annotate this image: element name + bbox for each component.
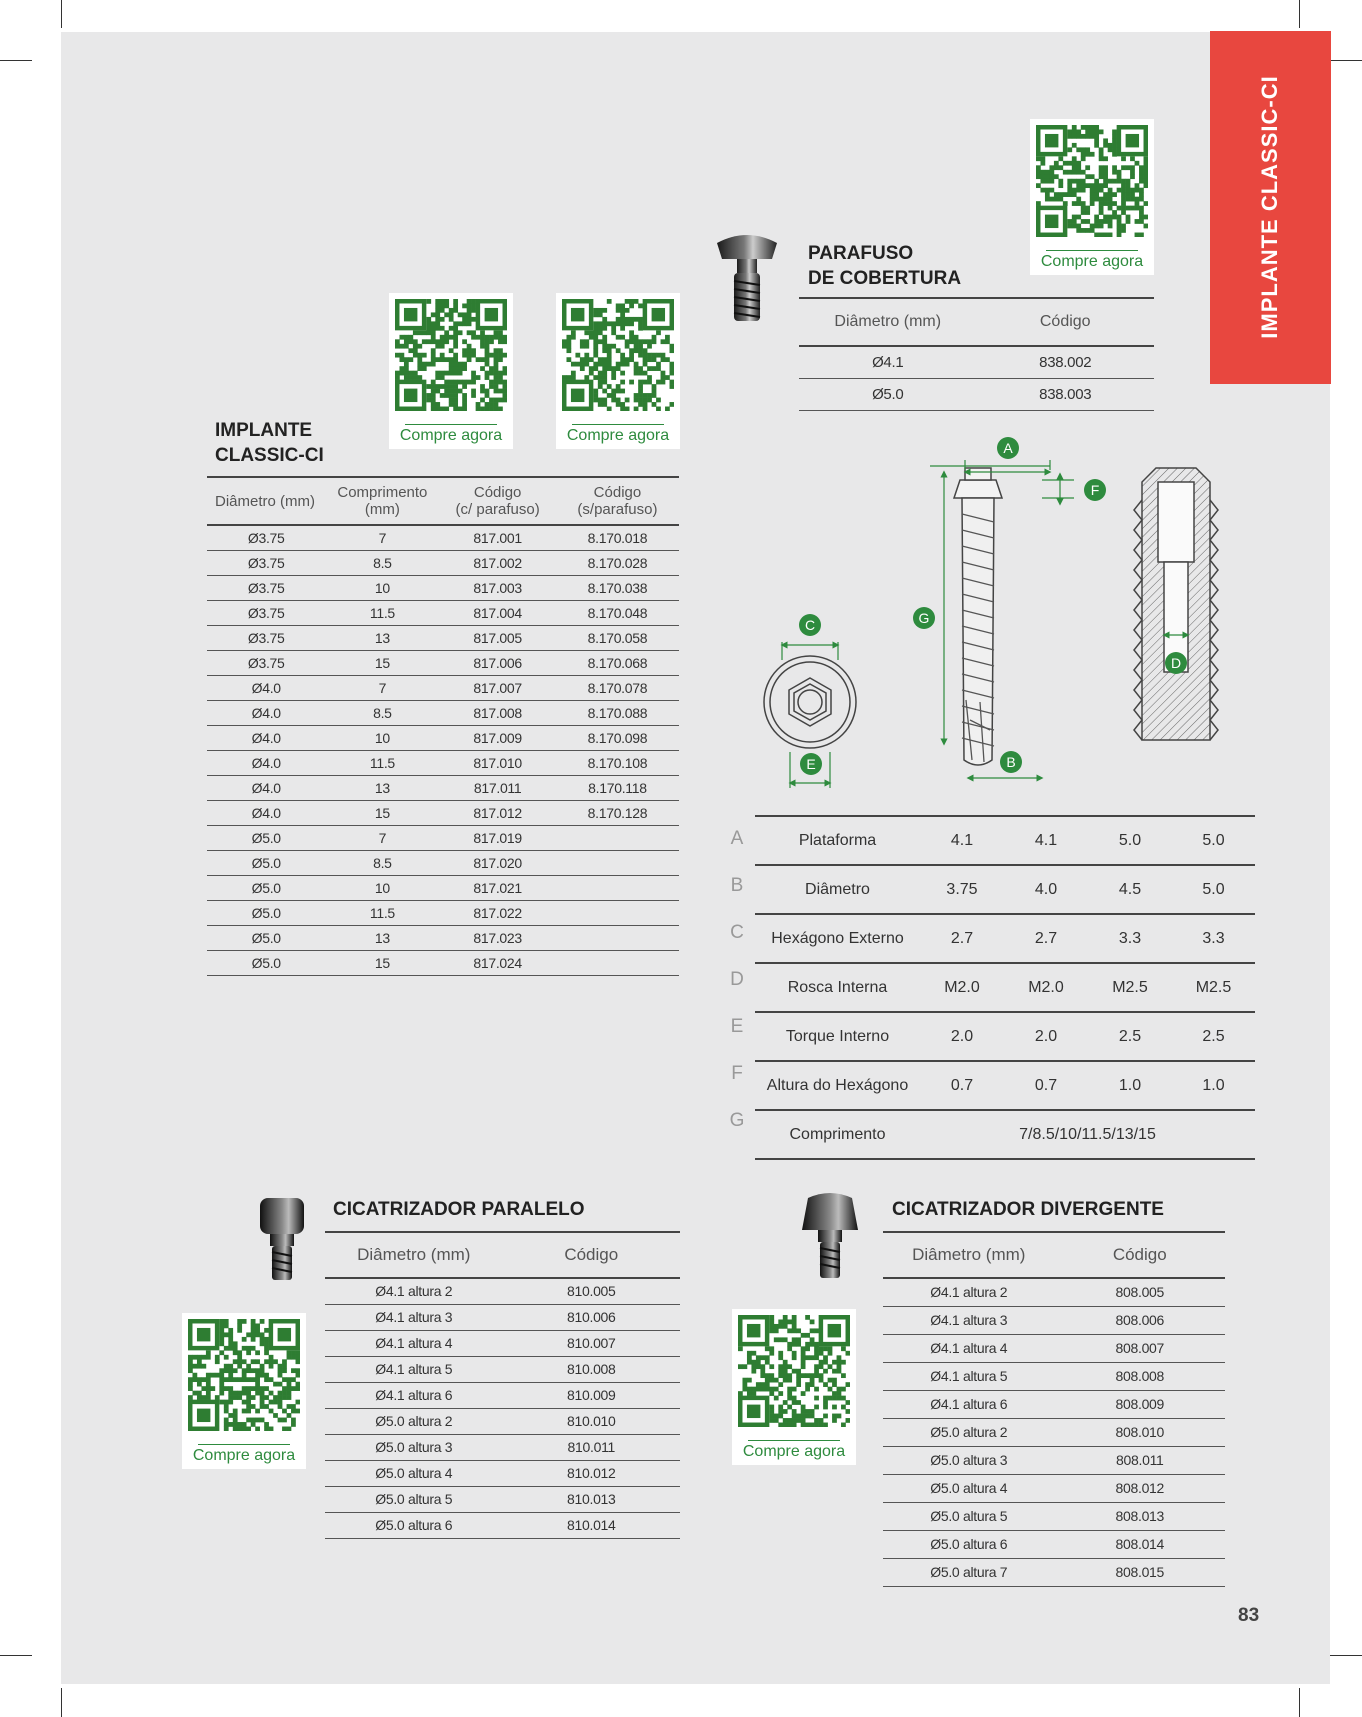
table-row bbox=[207, 650, 679, 675]
implante-title-line1: IMPLANTE bbox=[215, 420, 313, 441]
table-cell: 15 bbox=[325, 950, 439, 975]
spec-value: 1.0 bbox=[1088, 1061, 1172, 1110]
cicatrizador-divergente-table bbox=[883, 1231, 1225, 1587]
table-cell: 810.010 bbox=[503, 1408, 680, 1434]
qr-code[interactable] bbox=[182, 1313, 306, 1469]
col-diametro: Diâmetro (mm) bbox=[799, 298, 976, 346]
table-cell: 8.170.078 bbox=[556, 675, 679, 700]
table-cell: 8.170.058 bbox=[556, 625, 679, 650]
spec-value: 4.0 bbox=[1004, 865, 1088, 914]
qr-code[interactable] bbox=[556, 293, 680, 449]
qr-label: Compre agora bbox=[192, 1447, 296, 1464]
table-cell: 810.011 bbox=[503, 1434, 680, 1460]
crop-mark bbox=[1299, 0, 1300, 28]
table-row bbox=[883, 1558, 1225, 1586]
table-cell: 10 bbox=[325, 875, 439, 900]
table-cell: 817.003 bbox=[439, 575, 556, 600]
table-cell: Ø5.0 altura 4 bbox=[883, 1474, 1055, 1502]
table-row bbox=[883, 1502, 1225, 1530]
table-row bbox=[207, 600, 679, 625]
table-cell: 8.170.038 bbox=[556, 575, 679, 600]
table-cell: 8.5 bbox=[325, 850, 439, 875]
table-cell: 817.021 bbox=[439, 875, 556, 900]
parafuso-table bbox=[799, 297, 1154, 411]
crop-mark bbox=[1299, 1688, 1300, 1717]
col-comprimento-line1: Comprimento bbox=[337, 484, 428, 501]
table-cell: 817.002 bbox=[439, 550, 556, 575]
table-cell: 808.008 bbox=[1055, 1362, 1225, 1390]
spec-label: Torque Interno bbox=[755, 1012, 920, 1061]
table-cell: 810.013 bbox=[503, 1486, 680, 1512]
table-cell bbox=[556, 925, 679, 950]
table-cell: 817.006 bbox=[439, 650, 556, 675]
spec-label: Hexágono Externo bbox=[755, 914, 920, 963]
col-codigo: Código bbox=[976, 298, 1154, 346]
table-cell: 13 bbox=[325, 925, 439, 950]
table-row bbox=[325, 1408, 680, 1434]
table-cell: Ø4.1 altura 5 bbox=[883, 1362, 1055, 1390]
spec-value: M2.5 bbox=[1088, 963, 1172, 1012]
qr-divider bbox=[748, 1440, 840, 1441]
table-cell: Ø5.0 altura 3 bbox=[883, 1446, 1055, 1474]
table-cell: Ø5.0 altura 4 bbox=[325, 1460, 503, 1486]
table-cell: 810.007 bbox=[503, 1330, 680, 1356]
table-row bbox=[883, 1418, 1225, 1446]
table-row bbox=[207, 725, 679, 750]
table-row bbox=[207, 925, 679, 950]
spec-value: M2.0 bbox=[920, 963, 1004, 1012]
spec-value: 3.3 bbox=[1088, 914, 1172, 963]
table-cell: 817.024 bbox=[439, 950, 556, 975]
table-cell: Ø4.0 bbox=[207, 775, 325, 800]
table-row bbox=[883, 1362, 1225, 1390]
crop-mark bbox=[1330, 1655, 1362, 1656]
table-cell: Ø5.0 altura 6 bbox=[325, 1512, 503, 1538]
spec-row bbox=[755, 914, 1255, 963]
spec-value: 2.7 bbox=[920, 914, 1004, 963]
spec-value: M2.0 bbox=[1004, 963, 1088, 1012]
spec-letter: C bbox=[730, 922, 744, 943]
table-cell: Ø4.0 bbox=[207, 800, 325, 825]
table-cell: Ø5.0 altura 2 bbox=[883, 1418, 1055, 1446]
spec-value: 4.1 bbox=[1004, 816, 1088, 865]
spec-row bbox=[755, 963, 1255, 1012]
table-cell: 808.006 bbox=[1055, 1306, 1225, 1334]
qr-icon bbox=[395, 299, 507, 411]
table-row bbox=[207, 825, 679, 850]
table-cell: Ø4.1 altura 6 bbox=[325, 1382, 503, 1408]
table-row bbox=[325, 1460, 680, 1486]
table-cell bbox=[556, 875, 679, 900]
table-cell: 13 bbox=[325, 775, 439, 800]
table-row bbox=[207, 550, 679, 575]
col-codigo-c bbox=[439, 477, 556, 525]
spec-value: 0.7 bbox=[920, 1061, 1004, 1110]
spec-value: 2.0 bbox=[1004, 1012, 1088, 1061]
cicatrizador-paralelo-table bbox=[325, 1231, 680, 1539]
table-row bbox=[325, 1382, 680, 1408]
qr-divider bbox=[572, 424, 664, 425]
table-cell: Ø5.0 altura 3 bbox=[325, 1434, 503, 1460]
table-cell: Ø3.75 bbox=[207, 550, 325, 575]
col-codigo-c-line1: Código bbox=[473, 484, 522, 501]
col-comprimento-line2: (mm) bbox=[364, 501, 400, 518]
table-cell: Ø5.0 bbox=[207, 900, 325, 925]
table-cell: 817.020 bbox=[439, 850, 556, 875]
table-cell: 13 bbox=[325, 625, 439, 650]
spec-value: 0.7 bbox=[1004, 1061, 1088, 1110]
col-diametro: Diâmetro (mm) bbox=[207, 477, 325, 525]
table-cell bbox=[556, 825, 679, 850]
table-cell: 817.007 bbox=[439, 675, 556, 700]
table-cell: 8.5 bbox=[325, 550, 439, 575]
table-cell: Ø4.1 altura 4 bbox=[883, 1334, 1055, 1362]
table-cell: 10 bbox=[325, 575, 439, 600]
parafuso-title-line2: DE COBERTURA bbox=[808, 268, 962, 289]
table-row bbox=[325, 1434, 680, 1460]
table-cell: Ø4.0 bbox=[207, 725, 325, 750]
table-cell: 808.012 bbox=[1055, 1474, 1225, 1502]
table-cell: Ø5.0 bbox=[207, 875, 325, 900]
table-cell: 808.011 bbox=[1055, 1446, 1225, 1474]
dimension-badge: E bbox=[800, 753, 822, 775]
table-cell: Ø5.0 bbox=[207, 925, 325, 950]
qr-divider bbox=[1046, 250, 1138, 251]
dimension-badge: F bbox=[1084, 479, 1106, 501]
table-row bbox=[207, 900, 679, 925]
table-row bbox=[325, 1486, 680, 1512]
cicatrizador-paralelo-title: CICATRIZADOR PARALELO bbox=[333, 1199, 585, 1220]
cross-section-view bbox=[1134, 468, 1218, 740]
table-cell: Ø5.0 altura 2 bbox=[325, 1408, 503, 1434]
table-cell: Ø4.1 altura 2 bbox=[325, 1278, 503, 1304]
table-cell: Ø4.1 altura 4 bbox=[325, 1330, 503, 1356]
cover-screw-photo bbox=[712, 229, 782, 325]
table-cell: 8.170.068 bbox=[556, 650, 679, 675]
table-cell: 817.001 bbox=[439, 525, 556, 550]
spec-letter: D bbox=[730, 969, 744, 990]
table-row bbox=[207, 575, 679, 600]
table-cell: 11.5 bbox=[325, 750, 439, 775]
spec-value: 5.0 bbox=[1172, 865, 1255, 914]
dimension-badge: B bbox=[1000, 751, 1022, 773]
spec-row bbox=[755, 865, 1255, 914]
table-cell: 8.5 bbox=[325, 700, 439, 725]
table-cell: 8.170.128 bbox=[556, 800, 679, 825]
spec-value: 2.5 bbox=[1088, 1012, 1172, 1061]
crop-mark bbox=[61, 0, 62, 28]
table-cell: 808.007 bbox=[1055, 1334, 1225, 1362]
table-cell: 8.170.048 bbox=[556, 600, 679, 625]
spec-letter: F bbox=[731, 1063, 743, 1084]
table-cell: 15 bbox=[325, 650, 439, 675]
dimension-badge: A bbox=[997, 437, 1019, 459]
table-cell: 817.022 bbox=[439, 900, 556, 925]
table-cell: 808.014 bbox=[1055, 1530, 1225, 1558]
table-row bbox=[325, 1356, 680, 1382]
table-cell: Ø5.0 bbox=[207, 850, 325, 875]
spec-letters bbox=[725, 815, 749, 1144]
table-row bbox=[883, 1278, 1225, 1306]
table-row bbox=[207, 775, 679, 800]
implante-title bbox=[215, 418, 324, 468]
qr-icon bbox=[738, 1315, 850, 1427]
table-cell: 810.005 bbox=[503, 1278, 680, 1304]
table-cell: Ø5.0 altura 5 bbox=[883, 1502, 1055, 1530]
implante-table bbox=[207, 476, 679, 976]
col-codigo-s-line2: (s/parafuso) bbox=[577, 501, 658, 518]
spec-label: Altura do Hexágono bbox=[755, 1061, 920, 1110]
table-row bbox=[207, 875, 679, 900]
table-cell: 7 bbox=[325, 825, 439, 850]
dimension-badge: C bbox=[799, 614, 821, 636]
table-cell: 808.013 bbox=[1055, 1502, 1225, 1530]
table-cell: 817.004 bbox=[439, 600, 556, 625]
spec-row bbox=[755, 816, 1255, 865]
table-cell: 8.170.088 bbox=[556, 700, 679, 725]
table-cell: 8.170.118 bbox=[556, 775, 679, 800]
col-codigo-c-line2: (c/ parafuso) bbox=[455, 501, 540, 518]
table-row bbox=[207, 625, 679, 650]
table-cell: 817.008 bbox=[439, 700, 556, 725]
spec-letter: G bbox=[729, 1110, 745, 1131]
table-cell: 10 bbox=[325, 725, 439, 750]
spec-value: 2.7 bbox=[1004, 914, 1088, 963]
table-cell: 810.006 bbox=[503, 1304, 680, 1330]
spec-value: 2.0 bbox=[920, 1012, 1004, 1061]
spec-value: 3.75 bbox=[920, 865, 1004, 914]
healing-abutment-parallel-photo bbox=[254, 1194, 310, 1282]
parafuso-title-line1: PARAFUSO bbox=[808, 243, 914, 264]
crop-mark bbox=[1330, 60, 1362, 61]
table-cell: Ø4.0 bbox=[207, 750, 325, 775]
qr-icon bbox=[1036, 125, 1148, 237]
crop-mark bbox=[0, 1655, 32, 1656]
parafuso-title bbox=[808, 241, 961, 291]
table-cell: Ø3.75 bbox=[207, 625, 325, 650]
table-cell: Ø4.0 bbox=[207, 675, 325, 700]
table-cell: 11.5 bbox=[325, 900, 439, 925]
table-cell: 817.019 bbox=[439, 825, 556, 850]
col-comprimento bbox=[325, 477, 439, 525]
table-row bbox=[207, 675, 679, 700]
spec-letter: A bbox=[730, 828, 744, 849]
table-row bbox=[207, 750, 679, 775]
spec-label: Diâmetro bbox=[755, 865, 920, 914]
qr-label: Compre agora bbox=[1040, 253, 1144, 270]
spec-value: 7/8.5/10/11.5/13/15 bbox=[920, 1110, 1255, 1159]
col-codigo: Código bbox=[503, 1232, 680, 1278]
section-tab-label: IMPLANTE CLASSIC-CI bbox=[1257, 75, 1282, 339]
table-cell: 7 bbox=[325, 675, 439, 700]
table-cell: 810.009 bbox=[503, 1382, 680, 1408]
implante-title-line2: CLASSIC-CI bbox=[215, 445, 324, 466]
table-cell: Ø4.1 altura 3 bbox=[325, 1304, 503, 1330]
crop-mark bbox=[0, 60, 32, 61]
spec-row bbox=[755, 1110, 1255, 1159]
table-cell: 838.003 bbox=[976, 378, 1154, 410]
table-cell: 817.005 bbox=[439, 625, 556, 650]
table-cell: Ø3.75 bbox=[207, 600, 325, 625]
table-row bbox=[207, 700, 679, 725]
table-cell: Ø5.0 altura 6 bbox=[883, 1530, 1055, 1558]
table-cell: 8.170.018 bbox=[556, 525, 679, 550]
qr-code[interactable] bbox=[1030, 119, 1154, 275]
table-cell: 8.170.028 bbox=[556, 550, 679, 575]
spec-label: Plataforma bbox=[755, 816, 920, 865]
col-diametro: Diâmetro (mm) bbox=[883, 1232, 1055, 1278]
table-cell: 808.009 bbox=[1055, 1390, 1225, 1418]
top-view bbox=[764, 656, 856, 748]
table-cell: 7 bbox=[325, 525, 439, 550]
table-cell bbox=[556, 900, 679, 925]
qr-label: Compre agora bbox=[399, 427, 503, 444]
table-cell: Ø3.75 bbox=[207, 650, 325, 675]
spec-value: 2.5 bbox=[1172, 1012, 1255, 1061]
spec-value: 5.0 bbox=[1088, 816, 1172, 865]
qr-icon bbox=[188, 1319, 300, 1431]
spec-value: 3.3 bbox=[1172, 914, 1255, 963]
col-codigo-s-line1: Código bbox=[593, 484, 642, 501]
table-cell: Ø5.0 altura 5 bbox=[325, 1486, 503, 1512]
qr-divider bbox=[405, 424, 497, 425]
table-row bbox=[325, 1278, 680, 1304]
crop-mark bbox=[61, 1688, 62, 1717]
spec-row bbox=[755, 1012, 1255, 1061]
table-cell: Ø5.0 bbox=[207, 950, 325, 975]
table-cell: 817.011 bbox=[439, 775, 556, 800]
table-cell: Ø5.0 bbox=[799, 378, 976, 410]
spec-value: 5.0 bbox=[1172, 816, 1255, 865]
spec-label: Comprimento bbox=[755, 1110, 920, 1159]
table-row bbox=[883, 1390, 1225, 1418]
table-row bbox=[207, 525, 679, 550]
section-tab bbox=[1210, 31, 1331, 384]
table-cell: 8.170.108 bbox=[556, 750, 679, 775]
dimension-badge: D bbox=[1165, 652, 1187, 674]
qr-label: Compre agora bbox=[742, 1443, 846, 1460]
table-cell: 810.014 bbox=[503, 1512, 680, 1538]
spec-row bbox=[755, 1061, 1255, 1110]
table-cell: 817.023 bbox=[439, 925, 556, 950]
table-row bbox=[207, 850, 679, 875]
qr-label: Compre agora bbox=[566, 427, 670, 444]
col-codigo-s bbox=[556, 477, 679, 525]
table-row bbox=[207, 800, 679, 825]
spec-label: Rosca Interna bbox=[755, 963, 920, 1012]
table-cell: 810.008 bbox=[503, 1356, 680, 1382]
table-row bbox=[883, 1446, 1225, 1474]
table-cell: 817.012 bbox=[439, 800, 556, 825]
spec-value: 4.5 bbox=[1088, 865, 1172, 914]
side-view bbox=[954, 468, 1002, 765]
qr-divider bbox=[198, 1444, 290, 1445]
table-cell: Ø4.1 altura 6 bbox=[883, 1390, 1055, 1418]
dimension-badge: G bbox=[913, 607, 935, 629]
table-cell: 817.009 bbox=[439, 725, 556, 750]
table-row bbox=[325, 1330, 680, 1356]
qr-icon bbox=[562, 299, 674, 411]
table-cell: 808.005 bbox=[1055, 1278, 1225, 1306]
spec-value: M2.5 bbox=[1172, 963, 1255, 1012]
spec-letter: E bbox=[730, 1016, 744, 1037]
qr-code[interactable] bbox=[732, 1309, 856, 1465]
table-cell: 838.002 bbox=[976, 346, 1154, 378]
spec-value: 4.1 bbox=[920, 816, 1004, 865]
healing-abutment-divergent-photo bbox=[798, 1190, 862, 1282]
table-cell: Ø5.0 altura 7 bbox=[883, 1558, 1055, 1586]
spec-table bbox=[755, 815, 1255, 1160]
spec-letter: B bbox=[730, 875, 744, 896]
cicatrizador-divergente-title: CICATRIZADOR DIVERGENTE bbox=[892, 1199, 1164, 1220]
table-cell: 8.170.098 bbox=[556, 725, 679, 750]
table-cell: Ø4.1 altura 3 bbox=[883, 1306, 1055, 1334]
table-row bbox=[325, 1304, 680, 1330]
table-row bbox=[207, 950, 679, 975]
table-row bbox=[883, 1334, 1225, 1362]
table-cell: Ø4.0 bbox=[207, 700, 325, 725]
table-cell: Ø3.75 bbox=[207, 525, 325, 550]
table-cell: 817.010 bbox=[439, 750, 556, 775]
table-cell: Ø3.75 bbox=[207, 575, 325, 600]
table-cell: 808.015 bbox=[1055, 1558, 1225, 1586]
table-cell: 15 bbox=[325, 800, 439, 825]
table-cell bbox=[556, 850, 679, 875]
table-cell: Ø4.1 bbox=[799, 346, 976, 378]
page-number: 83 bbox=[1238, 1605, 1260, 1626]
table-row bbox=[799, 346, 1154, 378]
table-cell: 808.010 bbox=[1055, 1418, 1225, 1446]
table-row bbox=[883, 1530, 1225, 1558]
table-cell: 810.012 bbox=[503, 1460, 680, 1486]
col-diametro: Diâmetro (mm) bbox=[325, 1232, 503, 1278]
col-codigo: Código bbox=[1055, 1232, 1225, 1278]
table-cell bbox=[556, 950, 679, 975]
table-cell: Ø4.1 altura 5 bbox=[325, 1356, 503, 1382]
table-row bbox=[799, 378, 1154, 410]
spec-value: 1.0 bbox=[1172, 1061, 1255, 1110]
table-cell: 11.5 bbox=[325, 600, 439, 625]
table-cell: Ø5.0 bbox=[207, 825, 325, 850]
table-cell: Ø4.1 altura 2 bbox=[883, 1278, 1055, 1306]
table-row bbox=[883, 1474, 1225, 1502]
table-row bbox=[325, 1512, 680, 1538]
table-row bbox=[883, 1306, 1225, 1334]
qr-code[interactable] bbox=[389, 293, 513, 449]
